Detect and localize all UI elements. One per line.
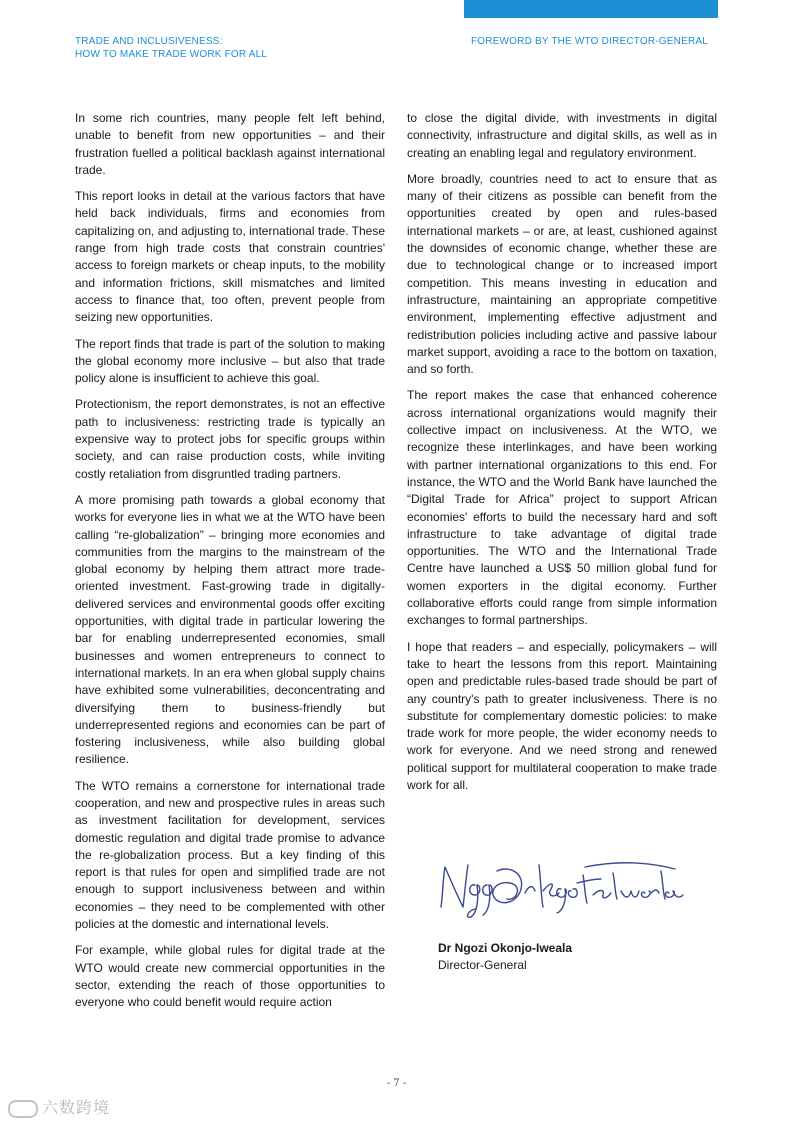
paragraph: For example, while global rules for digital trade at the WTO would create new commercial opportunities in the sector, extending the reach of those opportunities to everyone who could benefit would require action bbox=[75, 943, 385, 1010]
header-title-line-1: TRADE AND INCLUSIVENESS: bbox=[75, 36, 223, 47]
running-header-title bbox=[75, 35, 267, 61]
watermark bbox=[8, 1095, 110, 1118]
handwritten-signature bbox=[435, 855, 685, 925]
paragraph: A more promising path towards a global economy that works for everyone lies in what we at the WTO have been calling “re-globalization” – bringing more economies and communities from the margins to the mainstream of the global economy by helping them attract more trade-oriented investment. Fast-growing trade in digitally-delivered services and environmental goods offer exciting opportunities, with digital trade in particular lowering the bar for enabling underrepresented economies, small businesses and women entrepreneurs to connect to international markets. In an era when global supply chains have exhibited some vulnerabilities, deconcentrating and diversifying them to business-friendly but underrepresented regions and economies can be part of fostering inclusiveness, while also building global resilience. bbox=[75, 492, 385, 767]
paragraph: I hope that readers – and especially, policymakers – will take to heart the lessons from this report. Maintaining open and predictable rules-based trade should be part of any country's path to greater inclusiveness. There is no substitute for complementary domestic policies: to make trade work for more people, the wider economy needs to work for everyone. And we need strong and renewed political support for multilateral cooperation to make trade work for all. bbox=[407, 639, 717, 792]
right-text-column bbox=[407, 110, 717, 803]
paragraph: More broadly, countries need to act to ensure that as many of their citizens as possible can benefit from the opportunities created by open and rules-based international markets – or are, at least, cushioned against the downsides of economic change, whether these are due to technological change or to increased import competition. This means investing in education and infrastructure, maintaining an appropriate competitive environment, implementing effective adjustment and redistribution policies including active and passive labour market support, avoiding a race to the bottom on taxation, and so forth. bbox=[407, 171, 717, 377]
paragraph: The WTO remains a cornerstone for international trade cooperation, and new and prospective rules in areas such as investment facilitation for development, services domestic regulation and digital trade promise to advance the re-globalization process. But a key finding of this report is that rules for open and simplified trade are not enough to support inclusiveness between and within economies – they need to be complemented with other policies at the domestic and international levels. bbox=[75, 778, 385, 932]
paragraph: Protectionism, the report demonstrates, is not an effective path to inclusiveness: restricting trade is typically an expensive way to protect jobs for specific groups within society, and can raise production costs, while inviting costly retaliation from disgruntled trading partners. bbox=[75, 397, 385, 481]
paragraph: to close the digital divide, with investments in digital connectivity, infrastructure and digital skills, as well as in creating an enabling legal and regulatory environment. bbox=[407, 111, 717, 160]
paragraph: The report finds that trade is part of the solution to making the global economy more inclusive – but also that trade policy alone is insufficient to achieve this goal. bbox=[75, 336, 385, 386]
paragraph: In some rich countries, many people felt left behind, unable to benefit from new opportunities – and their frustration fuelled a political backlash against international trade. bbox=[75, 111, 385, 177]
page-number: - 7 - bbox=[386, 1078, 407, 1089]
signatory-title: Director-General bbox=[438, 958, 527, 972]
header-title-line-2: HOW TO MAKE TRADE WORK FOR ALL bbox=[75, 49, 268, 60]
signatory-name: Dr Ngozi Okonjo-Iweala bbox=[438, 941, 573, 955]
header-accent-bar bbox=[464, 0, 718, 18]
running-header-section: FOREWORD BY THE WTO DIRECTOR-GENERAL bbox=[470, 36, 708, 47]
paragraph: The report makes the case that enhanced coherence across international organizations would magnify their collective impact on inclusiveness. At the WTO, we recognize these interlinkages, and have been working with partner international organizations to this end. For instance, the WTO and the World Bank have launched the “Digital Trade for Africa” project to support African economies' efforts to build the necessary hard and soft infrastructure to take advantage of digital trade opportunities. The WTO and the International Trade Centre have launched a US$ 50 million global fund for women exporters in the digital economy. Further collaborative efforts could range from simple information exchanges to formal partnerships. bbox=[407, 388, 717, 628]
left-text-column bbox=[75, 110, 385, 1021]
watermark-logo-icon bbox=[8, 1100, 38, 1118]
watermark-text: 六数跨境 bbox=[42, 1100, 111, 1117]
paragraph: This report looks in detail at the various factors that have held back individuals, firms and economies from capitalizing on, and adjusting to, international trade. These range from high trade costs that constrain countries' access to foreign markets or cheap inputs, to the mobility and information frictions, skill mismatches and limited access to finance that, too often, prevent people from seizing new opportunities. bbox=[75, 189, 385, 325]
